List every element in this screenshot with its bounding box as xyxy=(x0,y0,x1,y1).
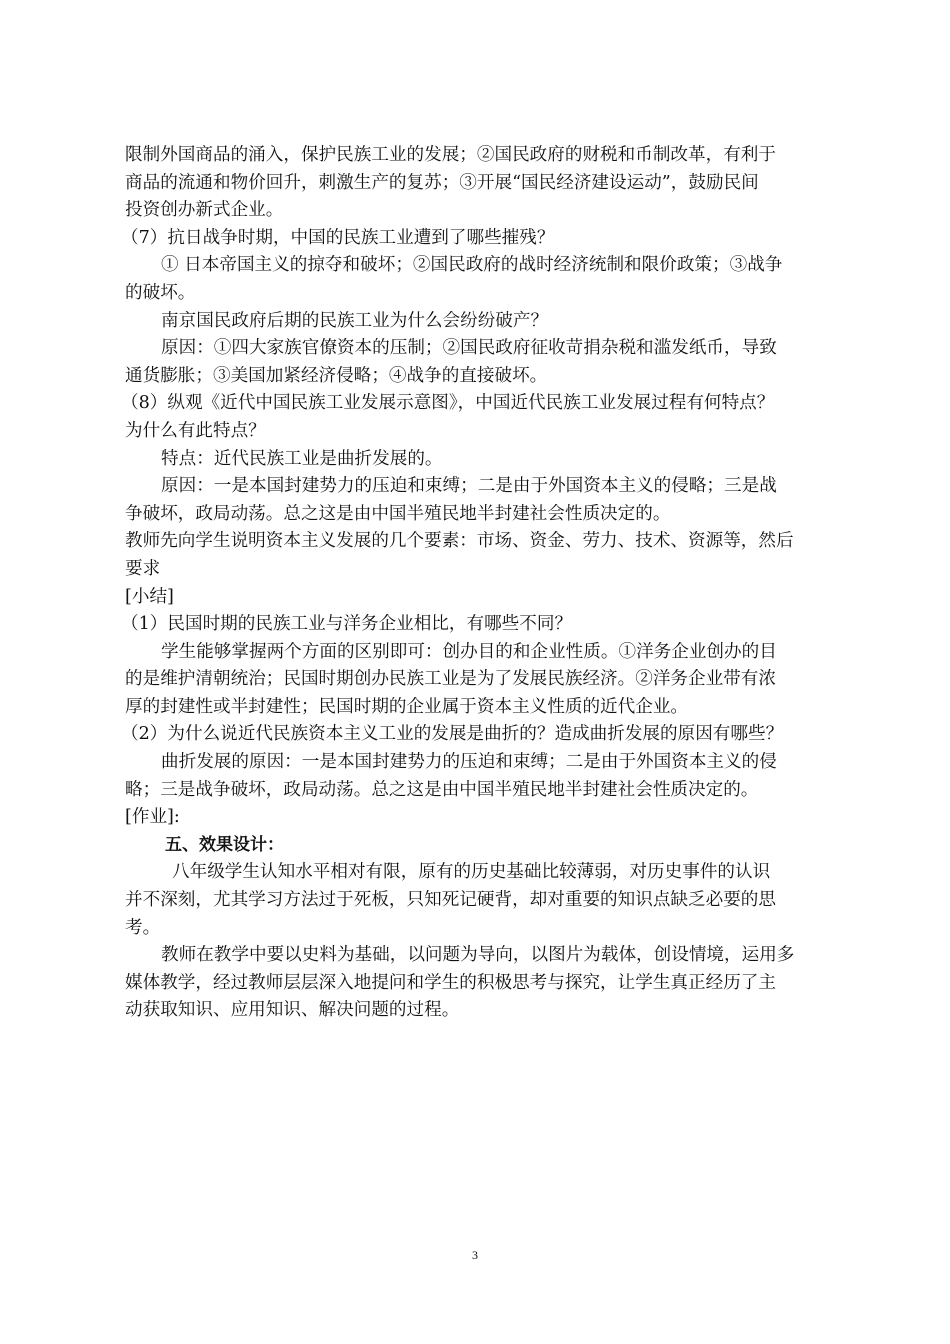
paragraph-line: 的破坏。 xyxy=(125,282,196,303)
paragraph-line: 学生能够掌握两个方面的区别即可：创办目的和企业性质。①洋务企业创办的目 xyxy=(161,641,777,662)
section-heading: 五、效果设计： xyxy=(165,834,284,855)
paragraph-line: 原因：①四大家族官僚资本的压制；②国民政府征收苛捐杂税和滥发纸币，导致 xyxy=(161,338,777,359)
paragraph-line: 曲折发展的原因：一是本国封建势力的压迫和束缚；二是由于外国资本主义的侵 xyxy=(161,752,777,773)
paragraph-line: 商品的流通和物价回升，刺激生产的复苏；③开展“国民经济建设运动”，鼓励民间 xyxy=(125,172,759,193)
paragraph-line: ① 日本帝国主义的掠夺和破坏；②国民政府的战时经济统制和限价政策；③战争 xyxy=(161,255,783,276)
paragraph-line: 教师在教学中要以史料为基础，以问题为导向，以图片为载体，创设情境，运用多 xyxy=(161,945,795,966)
paragraph-line: 为什么有此特点？ xyxy=(125,420,266,441)
paragraph-line: 限制外国商品的涌入，保护民族工业的发展；②国民政府的财税和币制改革，有利于 xyxy=(125,145,776,165)
paragraph-line: 并不深刻，尤其学习方法过于死板，只知死记硬背，却对重要的知识点缺乏必要的思 xyxy=(125,890,776,911)
paragraph-line: 投资创办新式企业。 xyxy=(125,200,284,221)
paragraph-line: 教师先向学生说明资本主义发展的几个要素：市场、资金、劳力、技术、资源等，然后 xyxy=(125,531,794,552)
paragraph-line: 动获取知识、应用知识、解决问题的过程。 xyxy=(125,1000,460,1021)
paragraph-line: 媒体教学，经过教师层层深入地提问和学生的积极思考与探究，让学生真正经历了主 xyxy=(125,972,776,993)
homework-label: [作业]: xyxy=(125,807,180,828)
paragraph-line: 原因：一是本国封建势力的压迫和束缚；二是由于外国资本主义的侵略；三是战 xyxy=(161,476,777,497)
paragraph-line: 的是维护清朝统治；民国时期创办民族工业是为了发展民族经济。②洋务企业带有浓 xyxy=(125,669,776,690)
page-number: 3 xyxy=(472,1248,478,1262)
summary-label: [小结] xyxy=(125,586,174,607)
document-body xyxy=(121,142,840,1025)
summary-question-1: （1）民国时期的民族工业与洋务企业相比，有哪些不同？ xyxy=(121,614,573,635)
question-7: （7）抗日战争时期，中国的民族工业遭到了哪些摧残？ xyxy=(121,227,555,248)
paragraph-line: 要求 xyxy=(125,558,161,579)
paragraph-line: 通货膨胀；③美国加紧经济侵略；④战争的直接破坏。 xyxy=(125,365,548,386)
paragraph-line: 特点：近代民族工业是曲折发展的。 xyxy=(161,448,443,469)
question-8: （8）纵观《近代中国民族工业发展示意图》，中国近代民族工业发展过程有何特点？ xyxy=(121,393,775,414)
paragraph-line: 略；三是战争破坏，政局动荡。总之这是由中国半殖民地半封建社会性质决定的。 xyxy=(125,779,759,800)
question-line: 南京国民政府后期的民族工业为什么会纷纷破产？ xyxy=(161,310,549,331)
paragraph-line: 厚的封建性或半封建性；民国时期的企业属于资本主义性质的近代企业。 xyxy=(125,696,689,717)
paragraph-line: 八年级学生认知水平相对有限，原有的历史基础比较薄弱，对历史事件的认识 xyxy=(172,862,771,883)
paragraph-line: 争破坏，政局动荡。总之这是由中国半殖民地半封建社会性质决定的。 xyxy=(125,503,671,524)
paragraph-line: 考。 xyxy=(125,917,161,938)
summary-question-2: （2）为什么说近代民族资本主义工业的发展是曲折的？造成曲折发展的原因有哪些？ xyxy=(121,724,784,745)
